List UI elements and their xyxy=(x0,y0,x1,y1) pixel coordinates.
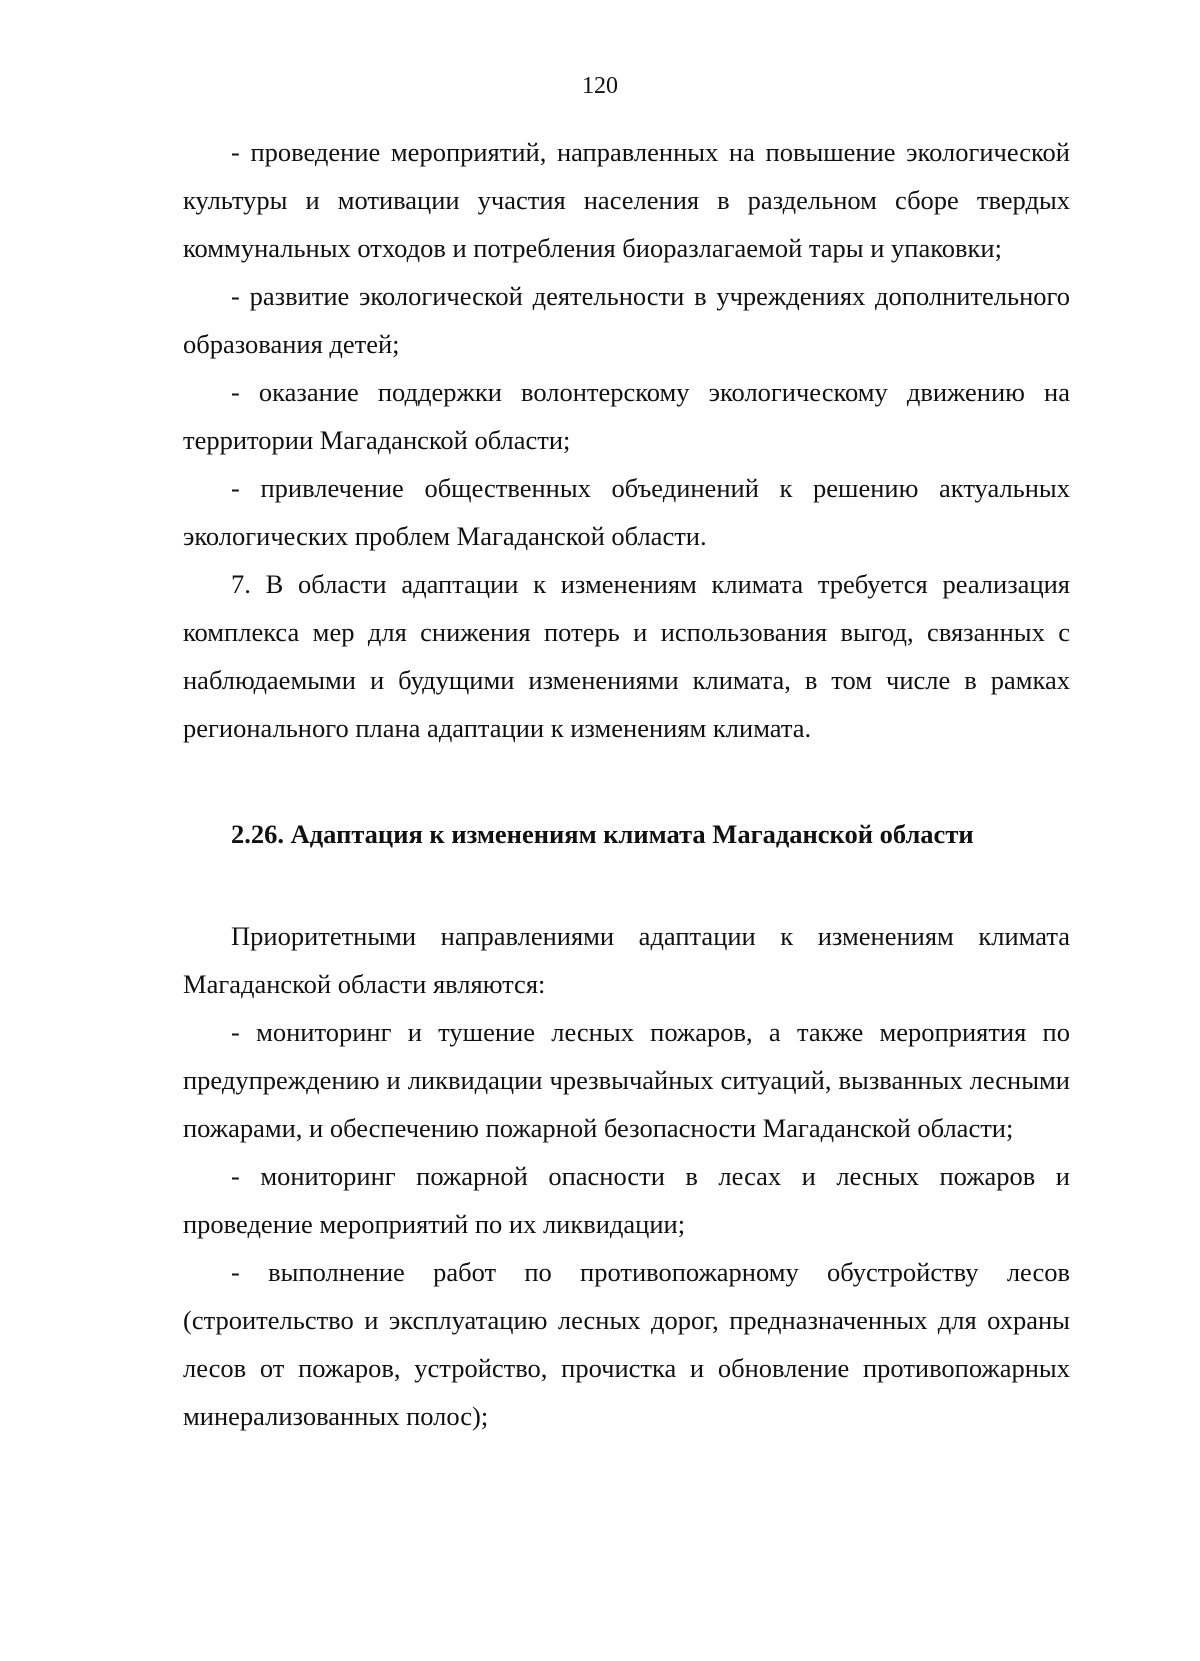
list-item-public-associations: - привлечение общественных объединений к решению актуальных экологических проблем Магаданской области. xyxy=(183,473,1070,551)
section-heading: 2.26. Адаптация к изменениям климата Магаданской области xyxy=(231,819,974,849)
list-item-forest-fires: - мониторинг и тушение лесных пожаров, а также мероприятия по предупреждению и ликвидации чрезвычайных ситуаций, вызванных лесными пожарами, и обеспечению пожарной безопасности Магаданской области; xyxy=(183,1017,1070,1143)
paragraph-climate-adaptation: 7. В области адаптации к изменениям климата требуется реализация комплекса мер для снижения потерь и использования выгод, связанных с наблюдаемыми и будущими изменениями климата, в том числе в рамках регионального плана адаптации к изменениям климата. xyxy=(183,569,1070,743)
document-body xyxy=(183,128,1070,1440)
list-item-eco-activity: - развитие экологической деятельности в учреждениях дополнительного образования детей; xyxy=(183,281,1070,359)
list-item-eco-culture: - проведение мероприятий, направленных на повышение экологической культуры и мотивации участия населения в раздельном сборе твердых коммунальных отходов и потребления биоразлагаемой тары и упаковки; xyxy=(183,137,1070,263)
page-number: 120 xyxy=(582,73,618,99)
list-item-fire-prevention-works: - выполнение работ по противопожарному обустройству лесов (строительство и эксплуатацию лесных дорог, предназначенных для охраны лесов от пожаров, устройство, прочистка и обновление противопожарных минерализованных полос); xyxy=(183,1257,1070,1431)
list-item-volunteer-support: - оказание поддержки волонтерскому экологическому движению на территории Магаданской области; xyxy=(183,377,1070,455)
list-item-fire-monitoring: - мониторинг пожарной опасности в лесах и лесных пожаров и проведение мероприятий по их ликвидации; xyxy=(183,1161,1070,1239)
paragraph-priorities-intro: Приоритетными направлениями адаптации к изменениям климата Магаданской области являются: xyxy=(183,921,1070,999)
